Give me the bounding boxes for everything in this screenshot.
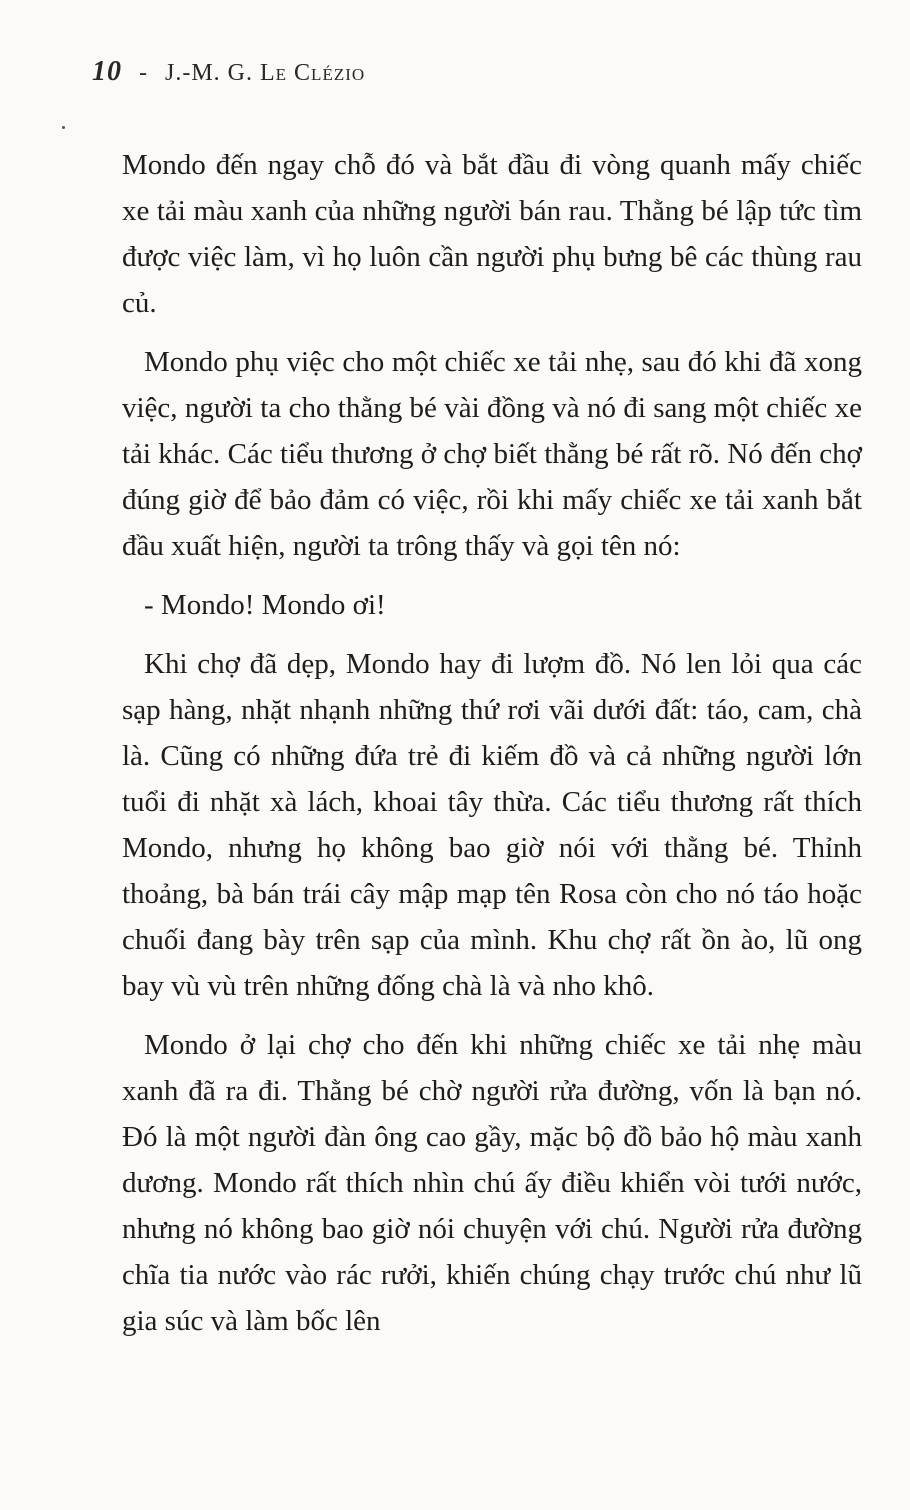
body-text	[122, 142, 862, 1357]
running-head	[92, 56, 365, 88]
paragraph-2: Mondo phụ việc cho một chiếc xe tải nhẹ, sau đó khi đã xong việc, người ta cho thằng bé vài đồng và nó đi sang một chiếc xe tải khác. Các tiểu thương ở chợ biết thằng bé rất rõ. Nó đến chợ đúng giờ để bảo đảm có việc, rồi khi mấy chiếc xe tải xanh bắt đầu xuất hiện, người ta trông thấy và gọi tên nó:	[122, 346, 862, 562]
dialogue-line: - Mondo! Mondo ơi!	[144, 589, 386, 621]
print-speck	[62, 126, 65, 129]
page-number: 10	[92, 56, 122, 87]
paragraph-1: Mondo đến ngay chỗ đó và bắt đầu đi vòng quanh mấy chiếc xe tải màu xanh của những người bán rau. Thằng bé lập tức tìm được việc làm, vì họ luôn cần người phụ bưng bê các thùng rau củ.	[122, 149, 862, 319]
paragraph-4: Mondo ở lại chợ cho đến khi những chiếc xe tải nhẹ màu xanh đã ra đi. Thằng bé chờ người rửa đường, vốn là bạn nó. Đó là một người đàn ông cao gầy, mặc bộ đồ bảo hộ màu xanh dương. Mondo rất thích nhìn chú ấy điều khiển vòi tưới nước, nhưng nó không bao giờ nói chuyện với chú. Người rửa đường chĩa tia nước vào rác rưởi, khiến chúng chạy trước chú như lũ gia súc và làm bốc lên	[122, 1029, 862, 1337]
paragraph-3: Khi chợ đã dẹp, Mondo hay đi lượm đồ. Nó len lỏi qua các sạp hàng, nhặt nhạnh những thứ rơi vãi dưới đất: táo, cam, chà là. Cũng có những đứa trẻ đi kiếm đồ và cả những người lớn tuổi đi nhặt xà lách, khoai tây thừa. Các tiểu thương rất thích Mondo, nhưng họ không bao giờ nói với thằng bé. Thỉnh thoảng, bà bán trái cây mập mạp tên Rosa còn cho nó táo hoặc chuối đang bày trên sạp của mình. Khu chợ rất ồn ào, lũ ong bay vù vù trên những đống chà là và nho khô.	[122, 648, 862, 1002]
author-name: J.-M. G. Le Clézio	[165, 60, 366, 86]
header-separator: -	[139, 60, 148, 86]
